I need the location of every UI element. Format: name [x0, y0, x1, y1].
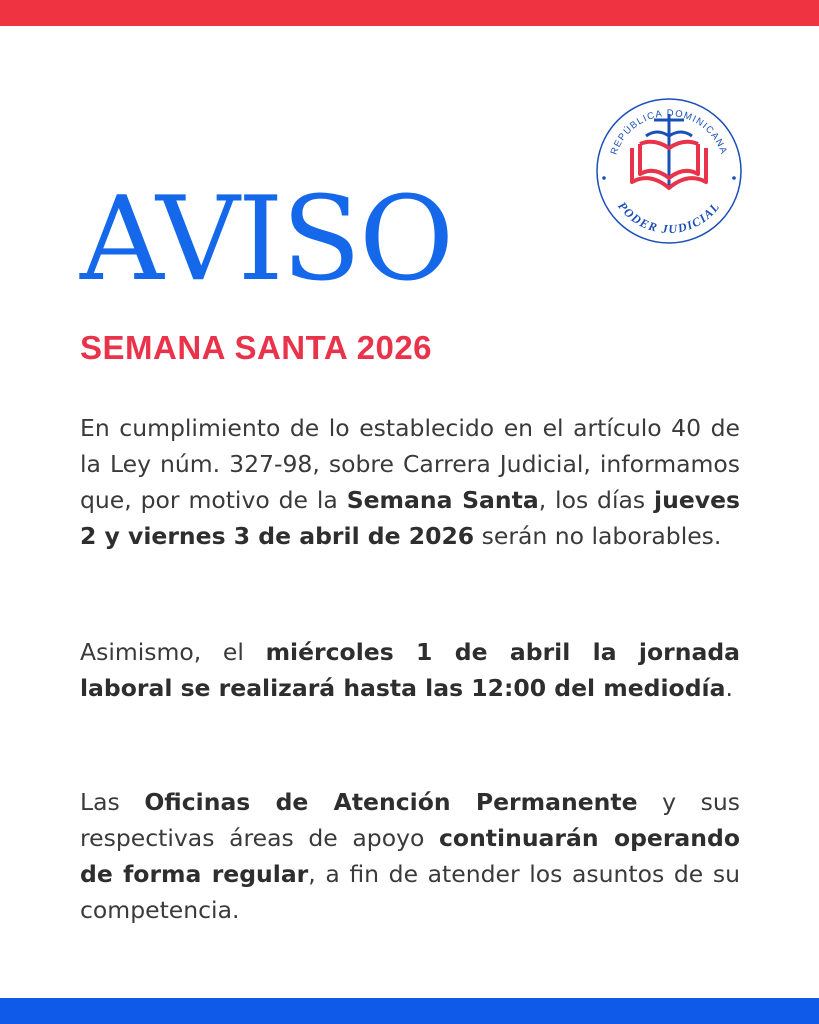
p3-bold-1: Oficinas de Atención Permanente	[144, 788, 638, 816]
page-subtitle: SEMANA SANTA 2026	[80, 329, 433, 366]
seal-dot-right	[732, 176, 736, 180]
p3-text-3: , a fin de atender los asuntos de su competencia.	[80, 860, 740, 924]
p2-bold-1: miércoles 1 de abril la jornada laboral se realizará hasta las 12:00 del mediodía	[80, 638, 740, 702]
p2-text-1: Asimismo, el	[80, 638, 266, 666]
p1-bold-1: Semana Santa	[346, 486, 539, 514]
seal-dot-left	[602, 176, 606, 180]
bottom-blue-bar	[0, 998, 819, 1024]
p1-text-1: En cumplimiento de lo establecido en el artículo 40 de la Ley núm. 327-98, sobre Carrera Judicial, informamos que, por motivo de la	[80, 414, 740, 514]
poder-judicial-seal	[594, 96, 744, 246]
p1-text-3: serán no laborables.	[474, 522, 722, 550]
p3-bold-2: continuarán operando de forma regular	[80, 824, 740, 888]
top-red-bar	[0, 0, 819, 26]
p1-bold-2: jueves 2 y viernes 3 de abril de 2026	[80, 486, 740, 550]
paragraph-3	[80, 784, 740, 928]
paragraph-1	[80, 410, 740, 554]
seal-bottom-text: PODER JUDICIAL	[615, 199, 723, 237]
p3-text-1: Las	[80, 788, 145, 816]
paragraph-2	[80, 634, 740, 706]
seal-top-text: REPÚBLICA DOMINICANA	[608, 107, 730, 157]
p1-text-2: , los días	[538, 486, 655, 514]
p2-text-2: .	[725, 674, 733, 702]
p3-text-2: y sus respectivas áreas de apoyo	[80, 788, 740, 852]
page-title: AVISO	[80, 172, 453, 307]
